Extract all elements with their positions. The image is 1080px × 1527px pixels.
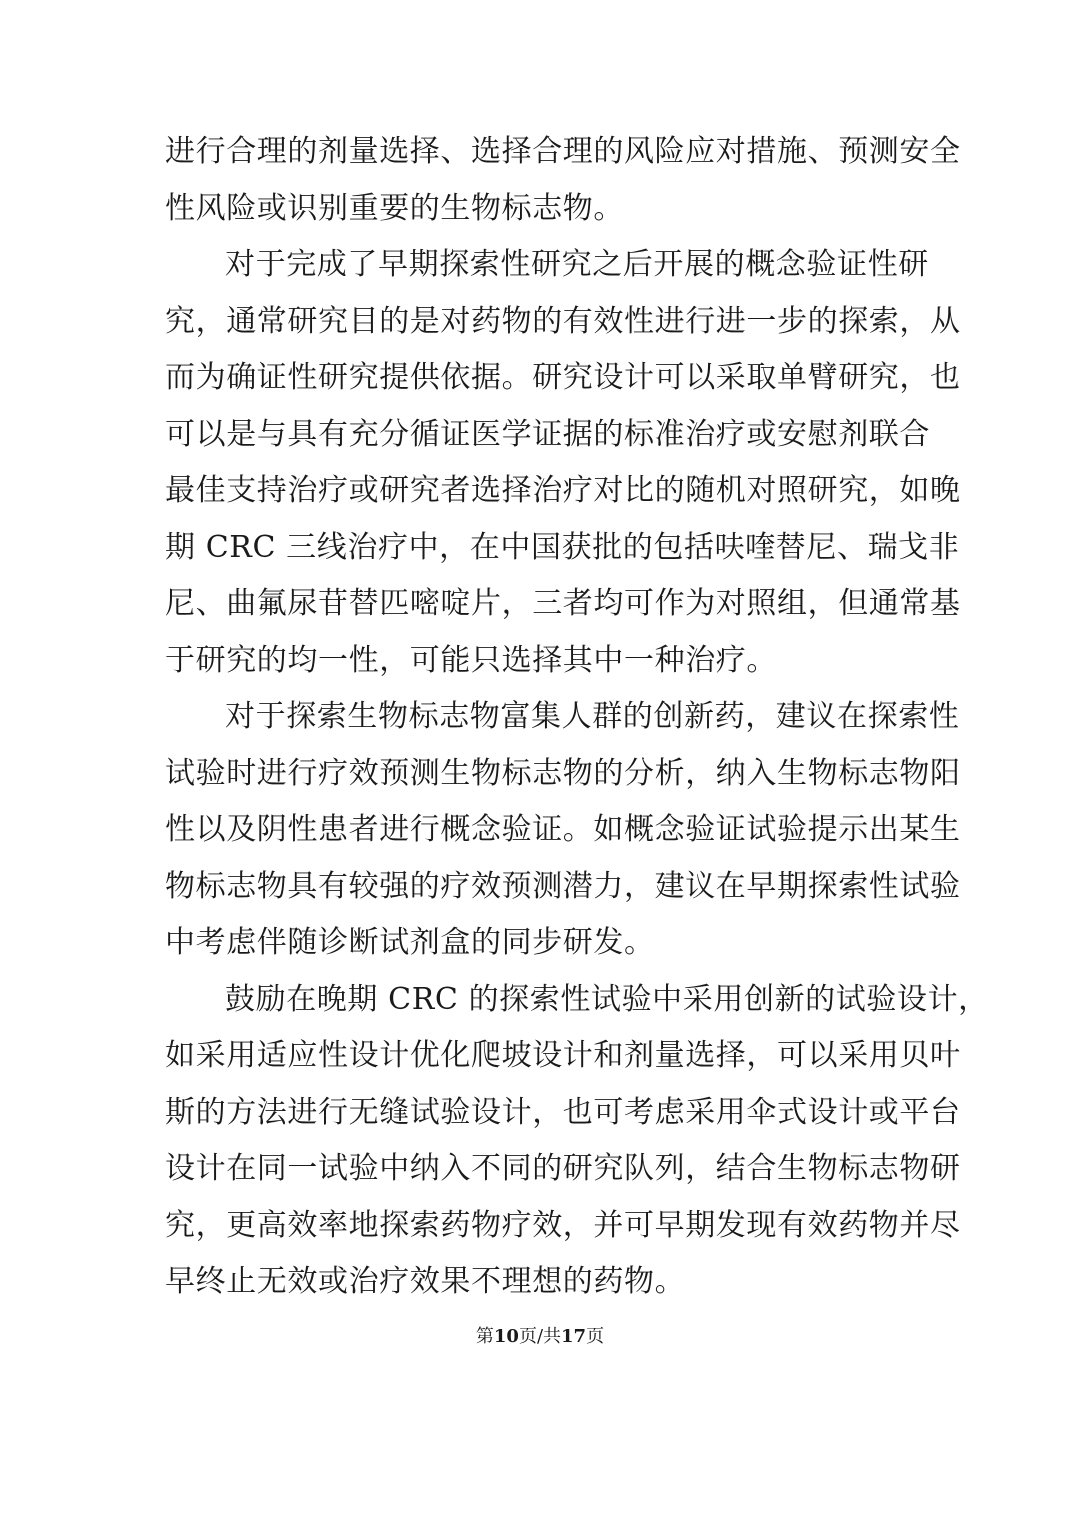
footer-prefix: 第	[475, 1326, 494, 1347]
text-line: 于研究的均一性，可能只选择其中一种治疗。	[165, 642, 777, 678]
text-line: 设计在同一试验中纳入不同的研究队列，结合生物标志物研	[165, 1151, 961, 1186]
text-line: 进行合理的剂量选择、选择合理的风险应对措施、预测安全	[165, 134, 961, 169]
text-line: 早终止无效或治疗效果不理想的药物。	[165, 1264, 686, 1299]
footer-suffix: 页	[586, 1326, 605, 1347]
footer-middle: 页/共	[518, 1326, 562, 1347]
text-line: 如采用适应性设计优化爬坡设计和剂量选择，可以采用贝叶	[165, 1038, 961, 1073]
text-line: 鼓励在晚期 CRC 的探索性试验中采用创新的试验设计，	[225, 981, 989, 1017]
paragraph	[165, 237, 961, 689]
text-line: 试验时进行疗效预测生物标志物的分析，纳入生物标志物阳	[165, 755, 961, 791]
text-line: 可以是与具有充分循证医学证据的标准治疗或安慰剂联合	[165, 416, 930, 452]
text-line: 斯的方法进行无缝试验设计，也可考虑采用伞式设计或平台	[165, 1094, 961, 1130]
paragraph	[165, 689, 961, 972]
text-line: 尼、曲氟尿苷替匹嘧啶片，三者均可作为对照组，但通常基	[165, 586, 961, 621]
text-line: 性以及阴性患者进行概念验证。如概念验证试验提示出某生	[165, 812, 961, 847]
page-footer	[0, 1322, 1080, 1348]
text-line: 对于完成了早期探索性研究之后开展的概念验证性研	[225, 247, 929, 282]
text-line: 期 CRC 三线治疗中，在中国获批的包括呋喹替尼、瑞戈非	[165, 529, 960, 565]
total-page-count: 17	[561, 1326, 587, 1347]
document-body	[165, 124, 989, 1311]
text-line: 而为确证性研究提供依据。研究设计可以采取单臂研究，也	[165, 360, 961, 395]
text-line: 物标志物具有较强的疗效预测潜力，建议在早期探索性试验	[165, 868, 961, 904]
text-line: 中考虑伴随诊断试剂盒的同步研发。	[165, 925, 655, 960]
paragraph	[165, 124, 961, 237]
text-line: 究，更高效率地探索药物疗效，并可早期发现有效药物并尽	[165, 1207, 961, 1243]
text-line: 对于探索生物标志物富集人群的创新药，建议在探索性	[225, 699, 960, 734]
text-line: 究，通常研究目的是对药物的有效性进行进一步的探索，从	[165, 303, 961, 339]
current-page-number: 10	[493, 1326, 519, 1347]
paragraph	[165, 972, 989, 1311]
text-line: 最佳支持治疗或研究者选择治疗对比的随机对照研究，如晚	[165, 473, 961, 508]
text-line: 性风险或识别重要的生物标志物。	[165, 190, 624, 226]
